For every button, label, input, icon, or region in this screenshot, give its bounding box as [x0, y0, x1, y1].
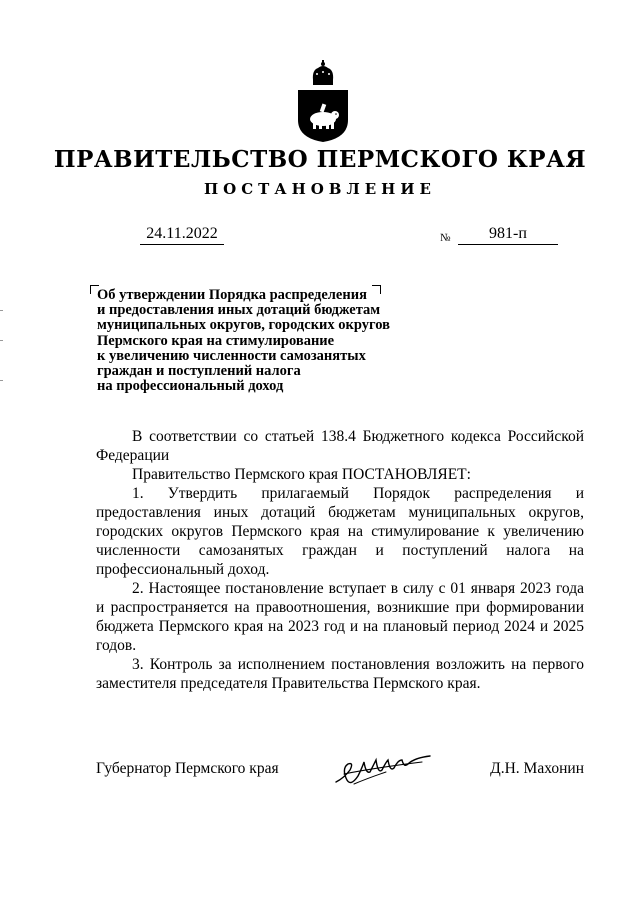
- coat-of-arms-icon: [296, 60, 350, 142]
- subject-line: Пермского края на стимулирование: [97, 332, 335, 349]
- signature-block: [96, 760, 584, 800]
- body-paragraph-item-2: 2. Настоящее постановление вступает в силу с 01 января 2023 года и распространяется на правоотношения, возникшие при формировании бюджета Пермского края на 2023 год и на плановый период 2024 и 2025 годов.: [96, 580, 584, 654]
- subject-line: Об утверждении Порядка распределения: [97, 287, 367, 303]
- subject-line: граждан и поступлений налога: [97, 363, 301, 380]
- subject-line: к увеличению численности самозанятых: [97, 347, 366, 364]
- body-paragraph-item-3: 3. Контроль за исполнением постановления возложить на первого заместителя председателя Правительства Пермского края.: [96, 656, 584, 692]
- handwritten-signature-icon: [334, 748, 434, 792]
- margin-mark: [0, 310, 3, 311]
- signatory-role: Губернатор Пермского края: [96, 760, 279, 777]
- document-date: 24.11.2022: [140, 225, 224, 245]
- subject-line: муниципальных округов, городских округов: [97, 317, 390, 334]
- crown-icon: [313, 60, 333, 85]
- body-paragraph-preamble: В соответствии со статьей 138.4 Бюджетного кодекса Российской Федерации: [96, 428, 584, 464]
- document-subject: [97, 288, 397, 394]
- document-number: 981-п: [458, 225, 558, 245]
- margin-mark: [0, 340, 3, 341]
- body-paragraph-resolves: Правительство Пермского края ПОСТАНОВЛЯЕТ:: [132, 466, 471, 483]
- document-body: [96, 427, 584, 693]
- number-sign: №: [440, 232, 451, 244]
- subject-line: на профессиональный доход: [97, 378, 284, 395]
- document-type: ПОСТАНОВЛЕНИЕ: [204, 180, 436, 198]
- government-title: ПРАВИТЕЛЬСТВО ПЕРМСКОГО КРАЯ: [53, 146, 587, 173]
- subject-line: и предоставления иных дотаций бюджетам: [97, 302, 381, 319]
- signatory-name: Д.Н. Махонин: [490, 760, 584, 777]
- body-paragraph-item-1: 1. Утвердить прилагаемый Порядок распределения и предоставления иных дотаций бюджетам муниципальных округов, городских округов Пермского края на стимулирование к увеличению численности самозанятых граждан и поступлений налога на профессиональный доход.: [96, 485, 584, 578]
- margin-mark: [0, 380, 3, 381]
